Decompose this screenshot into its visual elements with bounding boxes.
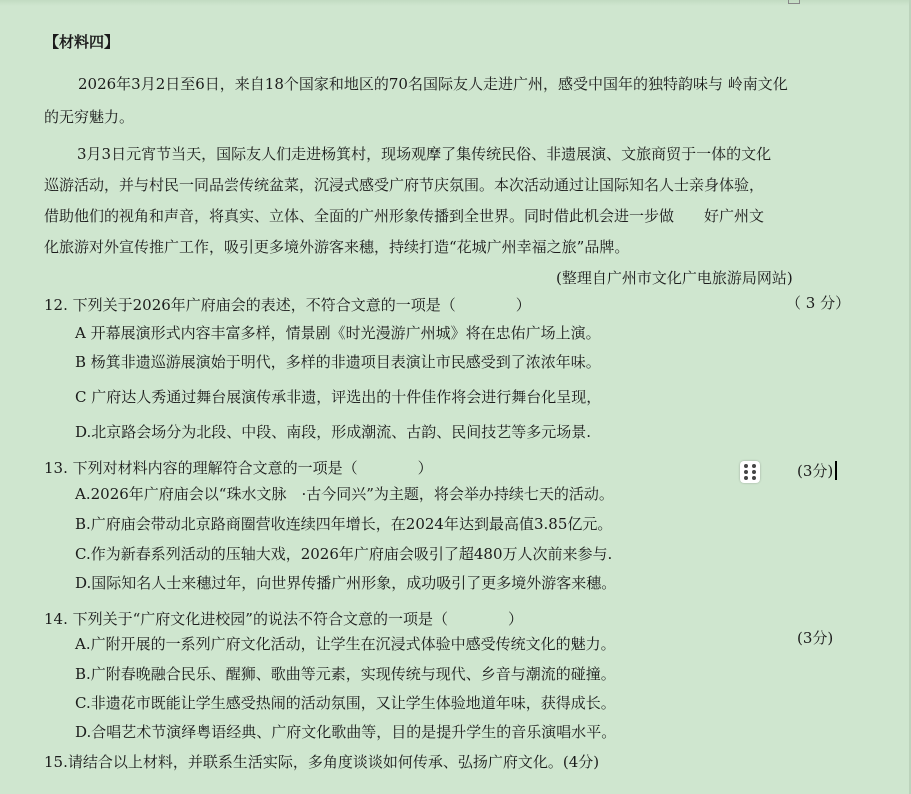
question-12-option-a: A 开幕展演形式内容丰富多样，情景剧《时光漫游广州城》将在忠佑广场上演。	[75, 324, 601, 342]
drag-handle-icon[interactable]	[740, 461, 760, 483]
question-13-score: (3分)	[797, 462, 834, 480]
material-paragraph-1-line-2: 的无穷魅力。	[44, 108, 135, 126]
question-13-option-a: A.2026年广府庙会以“珠水文脉 ·古今同兴”为主题，将会举办持续七天的活动。	[75, 485, 614, 503]
question-14-option-b: B.广附春晚融合民乐、醒狮、歌曲等元素，实现传统与现代、乡音与潮流的碰撞。	[75, 665, 616, 683]
question-12-option-c: C 广府达人秀通过舞台展演传承非遗，评选出的十件佳作将会进行舞台化呈现，	[75, 388, 602, 406]
question-12-stem: 12. 下列关于2026年广府庙会的表述，不符合文意的一项是（ ）	[44, 296, 531, 314]
question-14-option-d: D.合唱艺术节演绎粤语经典、广府文化歌曲等，目的是提升学生的音乐演唱水平。	[75, 723, 617, 741]
question-12-option-d: D.北京路会场分为北段、中段、南段，形成潮流、古韵、民间技艺等多元场景.	[75, 423, 592, 441]
material-paragraph-2-line-3: 借助他们的视角和声音，将真实、立体、全面的广州形象传播到全世界。同时借此机会进一步做 好广州文	[44, 207, 765, 225]
question-14-score: (3分)	[797, 629, 834, 647]
question-12-score: （ 3 分）	[786, 294, 851, 312]
question-13-option-d: D.国际知名人士来穗过年，向世界传播广州形象，成功吸引了更多境外游客来穗。	[75, 574, 617, 592]
question-13-option-c: C.作为新春系列活动的压轴大戏，2026年广府庙会吸引了超480万人次前来参与.	[75, 545, 613, 563]
question-13-stem: 13. 下列对材料内容的理解符合文意的一项是（ ）	[44, 459, 433, 477]
question-12-option-b: B 杨箕非遗巡游展演始于明代，多样的非遗项目表演让市民感受到了浓浓年味。	[75, 353, 601, 371]
question-13-option-b: B.广府庙会带动北京路商圈营收连续四年增长，在2024年达到最高值3.85亿元。	[75, 515, 613, 533]
material-source: (整理自广州市文化广电旅游局网站)	[556, 269, 793, 287]
question-15-stem: 15.请结合以上材料，并联系生活实际，多角度谈谈如何传承、弘扬广府文化。(4分)	[44, 753, 600, 771]
material-paragraph-2-line-2: 巡游活动，并与村民一同品尝传统盆菜，沉浸式感受广府节庆氛围。本次活动通过让国际知名人士亲身体验，	[44, 176, 765, 194]
material-heading: 【材料四】	[44, 33, 120, 51]
material-paragraph-2-line-4: 化旅游对外宣传推广工作，吸引更多境外游客来穗，持续打造“花城广州幸福之旅”品牌。	[44, 238, 630, 256]
question-14-stem: 14. 下列关于“广府文化进校园”的说法不符合文意的一项是（ ）	[44, 610, 523, 628]
question-14-option-c: C.非遗花市既能让学生感受热闹的活动氛围，又让学生体验地道年味，获得成长。	[75, 694, 616, 712]
question-14-option-a: A.广附开展的一系列广府文化活动，让学生在沉浸式体验中感受传统文化的魅力。	[75, 635, 616, 653]
page-corner-mark	[788, 0, 800, 4]
material-paragraph-2-line-1: 3月3日元宵节当天，国际友人们走进杨箕村，现场观摩了集传统民俗、非遗展演、文旅商贸于一体的文化	[77, 145, 772, 163]
material-paragraph-1-line-1: 2026年3月2日至6日，来自18个国家和地区的70名国际友人走进广州，感受中国年的独特韵味与 岭南文化	[78, 75, 788, 93]
top-edge	[0, 0, 911, 6]
text-cursor	[835, 461, 837, 480]
